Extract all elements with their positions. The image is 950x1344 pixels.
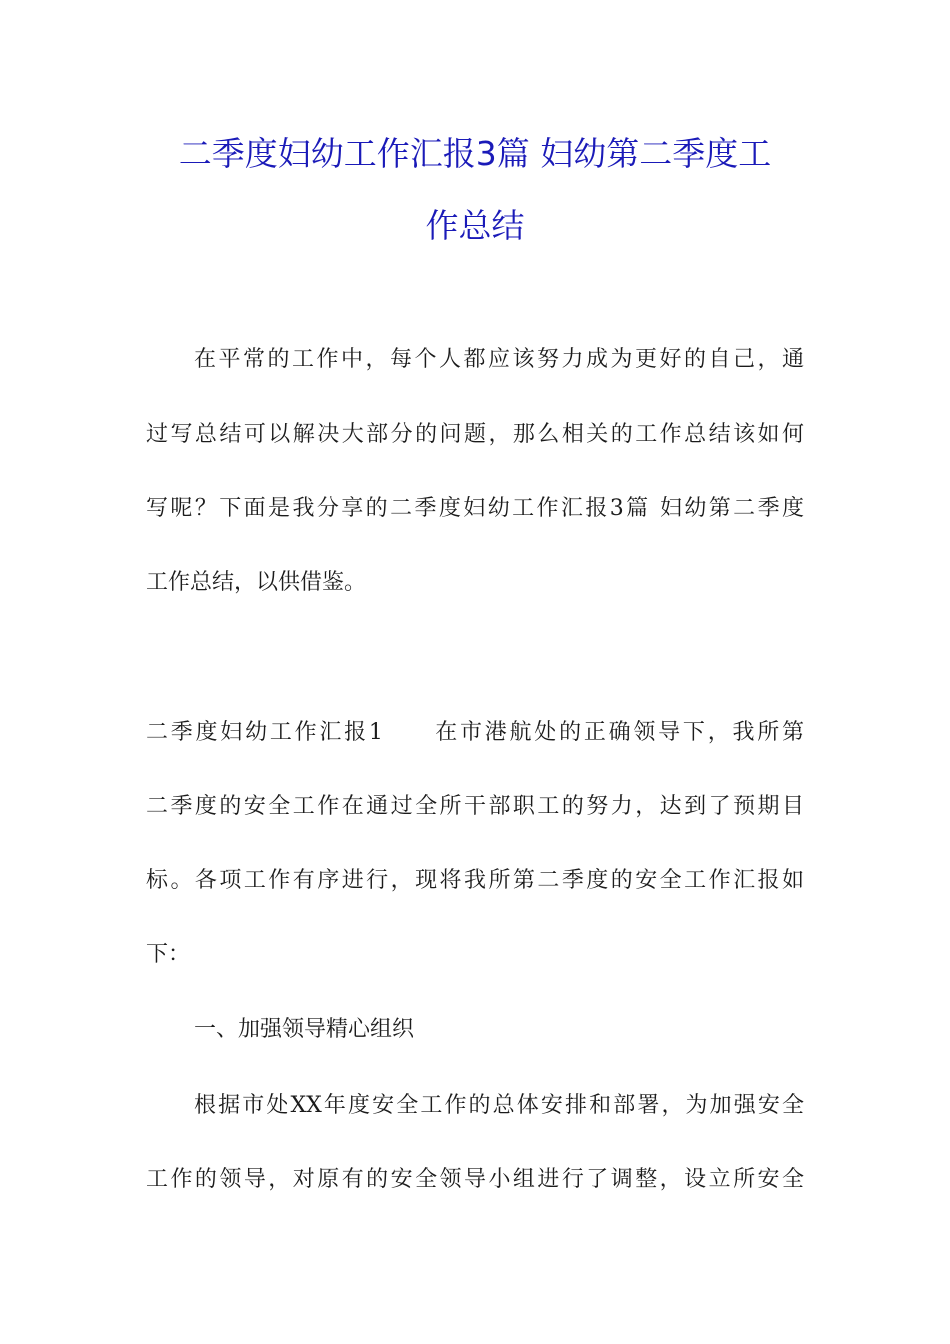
section1-body-line-2: 工作的领导，对原有的安全领导小组进行了调整，设立所安全 [146, 1167, 804, 1192]
section1-heading: 一、加强领导精心组织 [194, 1017, 415, 1042]
intro-line-4: 工作总结，以供借鉴。 [146, 570, 367, 595]
intro-line-3: 写呢？下面是我分享的二季度妇幼工作汇报3篇 妇幼第二季度 [146, 496, 804, 521]
intro-line-1: 在平常的工作中，每个人都应该努力成为更好的自己，通 [194, 347, 804, 372]
document-title-line-2: 作总结 [425, 206, 525, 245]
intro-line-2: 过写总结可以解决大部分的问题，那么相关的工作总结该如何 [146, 422, 804, 447]
report1-line-3: 标。各项工作有序进行，现将我所第二季度的安全工作汇报如 [146, 868, 804, 893]
section1-body-line-1: 根据市处XX年度安全工作的总体安排和部署，为加强安全 [194, 1093, 804, 1118]
report1-line-4: 下： [146, 942, 191, 967]
report1-line-1: 二季度妇幼工作汇报1 在市港航处的正确领导下，我所第 [146, 720, 804, 745]
report1-line-2: 二季度的安全工作在通过全所干部职工的努力，达到了预期目 [146, 794, 804, 819]
document-title-line-1: 二季度妇幼工作汇报3篇 妇幼第二季度工 [178, 134, 772, 173]
